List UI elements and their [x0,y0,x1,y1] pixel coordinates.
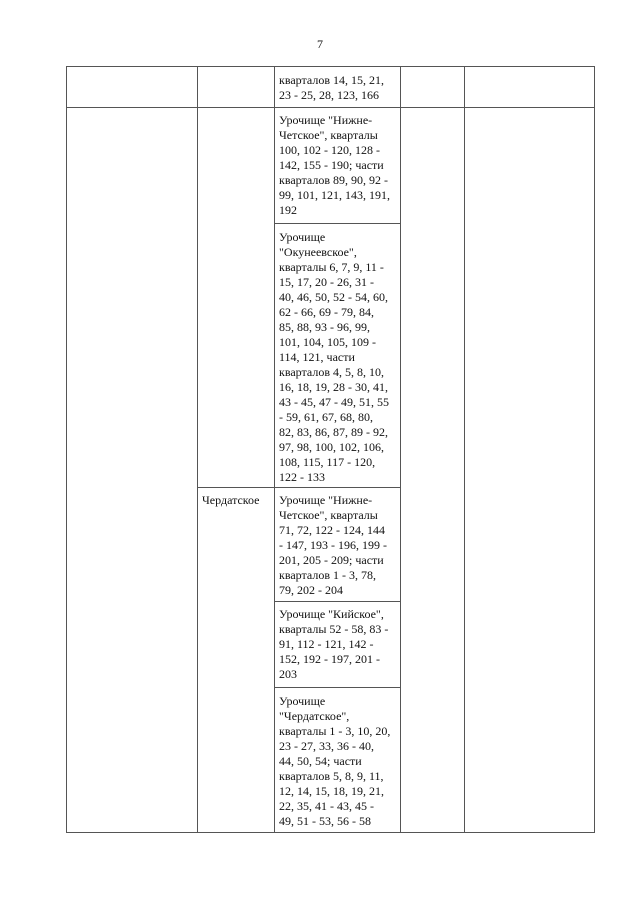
quarters-cell: Урочище "Нижне- Четское", кварталы 100, 102 - 120, 128 - 142, 155 - 190; части кварталов 89, 90, 92 - 99, 101, 121, 143, 191, 192 [279,113,390,217]
quarters-cell: Урочище "Кийское", кварталы 52 - 58, 83 - 91, 112 - 121, 142 - 152, 192 - 197, 201 - 203 [279,607,389,681]
row-divider [67,107,594,108]
forest-quarters-table [66,66,595,833]
column-divider [274,67,275,832]
row-divider [274,487,400,488]
district-cell-cherdatskoe: Чердатское [202,493,260,507]
column-divider [197,67,198,832]
quarters-cell: Урочище "Чердатское", кварталы 1 - 3, 10, 20, 23 - 27, 33, 36 - 40, 44, 50, 54; части кварталов 5, 8, 9, 11, 12, 14, 15, 18, 19, 21, 22, 35, 41 - 43, 45 - 49, 51 - 53, 56 - 58 [279,694,391,828]
row-divider [197,487,274,488]
quarters-cell: Урочище "Окунеевское", кварталы 6, 7, 9, 11 - 15, 17, 20 - 26, 31 - 40, 46, 50, 52 - 54, 60, 62 - 66, 69 - 79, 84, 85, 88, 93 - 96, 99, 101, 104, 105, 109 - 114, 121, части кварталов 4, 5, 8, 10, 16, 18, 19, 28 - 30, 41, 43 - 45, 47 - 49, 51, 55 - 59, 61, 67, 68, 80, 82, 83, 86, 87, 89 - 92, 97, 98, 100, 102, 106, 108, 115, 117 - 120, 122 - 133 [279,230,389,484]
row-divider [274,601,400,602]
column-divider [400,67,401,832]
page-number: 7 [317,37,323,51]
column-divider [464,67,465,832]
row-divider [274,687,400,688]
row-divider [274,223,400,224]
quarters-cell: кварталов 14, 15, 21, 23 - 25, 28, 123, 166 [279,73,384,102]
quarters-cell: Урочище "Нижне- Четское", кварталы 71, 72, 122 - 124, 144 - 147, 193 - 196, 199 - 201, 205 - 209; части кварталов 1 - 3, 78, 79, 202 - 204 [279,493,387,597]
